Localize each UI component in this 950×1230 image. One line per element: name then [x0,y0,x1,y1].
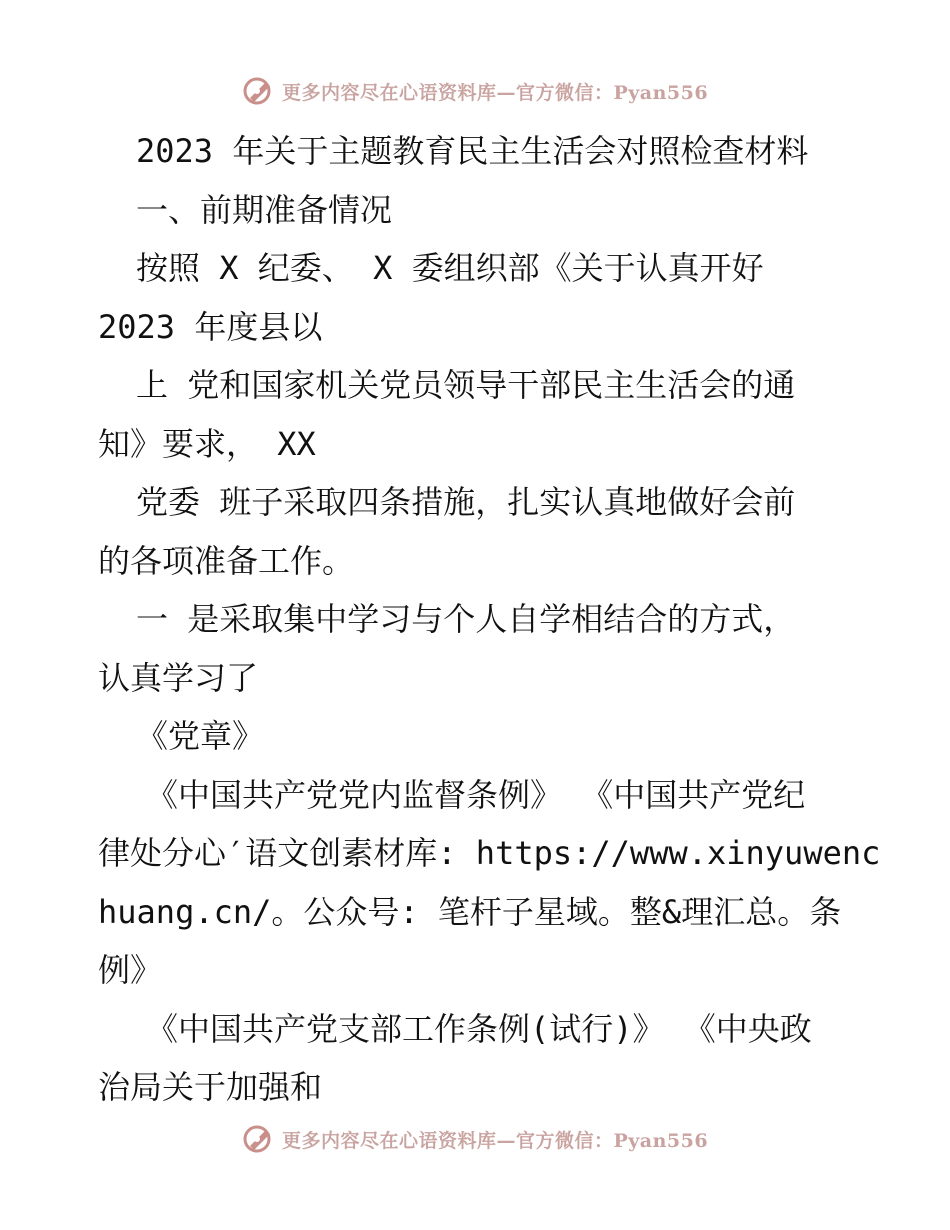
paragraph-line: 一 是采取集中学习与个人自学相结合的方式， [136,600,796,638]
paragraph-line: 例》 [98,951,163,989]
footer-watermark [0,1121,950,1157]
paragraph-line: 律处分心′语文创素材库: https://www.xinyuwenc [98,834,881,872]
section-heading: 一、前期准备情况 [136,190,393,229]
paragraph-line: 治局关于加强和 [98,1068,323,1106]
paragraph-line: 《中国共产党党内监督条例》 《中国共产党纪 [146,775,806,814]
paragraph-line: huang.cn/。公众号: 笔杆子星域。整&理汇总。条 [98,892,842,931]
pen-nib-seal-icon [242,1124,276,1154]
document-title: 2023 年关于主题教育民主生活会对照检查材料 [136,132,809,170]
paragraph-line: 按照 X 纪委、 X 委组织部《关于认真开好 [136,249,764,287]
paragraph-line: 认真学习了 [98,658,259,697]
paragraph-line: 党委 班子采取四条措施，扎实认真地做好会前 [136,483,796,521]
paragraph-line: 《党章》 [136,717,265,755]
watermark-text: 更多内容尽在心语资料库—官方微信：Pyan556 [281,81,709,104]
paragraph-line: 知》要求， XX [98,424,316,463]
pen-nib-seal-icon [242,76,276,106]
document-body [98,122,881,1117]
header-watermark [0,73,950,109]
paragraph-line: 上 党和国家机关党员领导干部民主生活会的通 [136,366,796,404]
paragraph-line: 2023 年度县以 [98,307,323,346]
paragraph-line: 的各项准备工作。 [98,541,355,580]
paragraph-line: 《中国共产党支部工作条例(试行)》 《中央政 [146,1009,812,1048]
watermark-text: 更多内容尽在心语资料库—官方微信：Pyan556 [281,1129,709,1152]
